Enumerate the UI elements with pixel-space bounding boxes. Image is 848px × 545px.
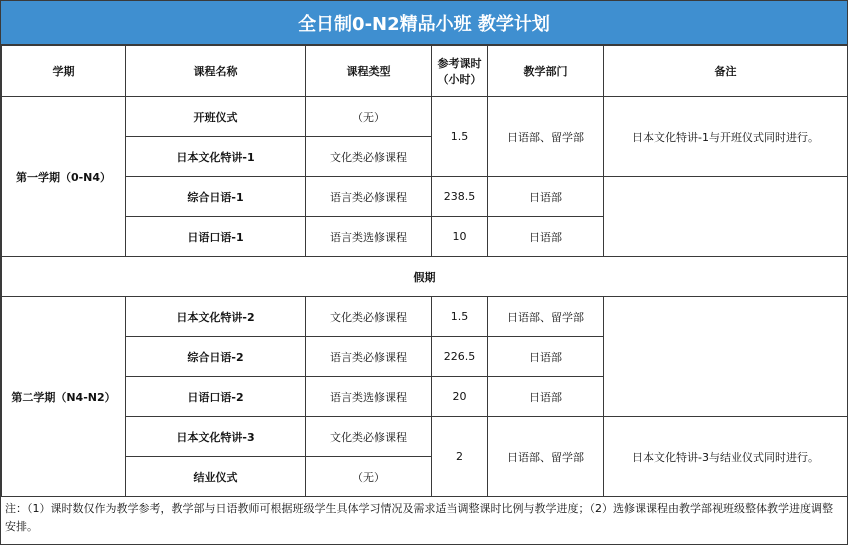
- dept-cell: 日语部、留学部: [488, 297, 604, 337]
- dept-cell: 日语部: [488, 377, 604, 417]
- course-cell: 结业仪式: [126, 457, 306, 497]
- term2-label: 第二学期（N4-N2）: [2, 297, 126, 497]
- dept-cell: 日语部: [488, 217, 604, 257]
- holiday-label: 假期: [2, 257, 848, 297]
- type-cell: 文化类必修课程: [306, 297, 432, 337]
- dept-cell: 日语部、留学部: [488, 97, 604, 177]
- type-cell: （无）: [306, 457, 432, 497]
- type-cell: （无）: [306, 97, 432, 137]
- course-cell: 日语口语-1: [126, 217, 306, 257]
- curriculum-table: [1, 45, 848, 497]
- type-cell: 语言类选修课程: [306, 217, 432, 257]
- term1-label: 第一学期（0-N4）: [2, 97, 126, 257]
- table-row: [2, 97, 848, 137]
- header-type: 课程类型: [306, 46, 432, 97]
- dept-cell: 日语部: [488, 337, 604, 377]
- header-dept: 教学部门: [488, 46, 604, 97]
- header-hours-line2: （小时）: [437, 73, 482, 86]
- table-row: [2, 417, 848, 457]
- hours-cell: 20: [432, 377, 488, 417]
- hours-cell: 238.5: [432, 177, 488, 217]
- table-row: [2, 177, 848, 217]
- course-cell: 日本文化特讲-1: [126, 137, 306, 177]
- type-cell: 文化类必修课程: [306, 137, 432, 177]
- page-title: 全日制0-N2精品小班 教学计划: [1, 1, 847, 45]
- holiday-row: [2, 257, 848, 297]
- type-cell: 文化类必修课程: [306, 417, 432, 457]
- course-cell: 开班仪式: [126, 97, 306, 137]
- remark-cell: 日本文化特讲-1与开班仪式同时进行。: [604, 97, 848, 177]
- dept-cell: 日语部: [488, 177, 604, 217]
- header-term: 学期: [2, 46, 126, 97]
- type-cell: 语言类选修课程: [306, 377, 432, 417]
- course-cell: 综合日语-1: [126, 177, 306, 217]
- course-cell: 日语口语-2: [126, 377, 306, 417]
- course-cell: 日本文化特讲-3: [126, 417, 306, 457]
- type-cell: 语言类必修课程: [306, 177, 432, 217]
- hours-cell: 1.5: [432, 297, 488, 337]
- hours-cell: 1.5: [432, 97, 488, 177]
- table-row: [2, 297, 848, 337]
- footer-note: 注：（1）课时数仅作为教学参考，教学部与日语教师可根据班级学生具体学习情况及需求适当调整课时比例与教学进度；（2）选修课课程由教学部视班级整体教学进度调整安排。: [5, 502, 833, 533]
- header-hours: [432, 46, 488, 97]
- remark-cell: 日本文化特讲-3与结业仪式同时进行。: [604, 417, 848, 497]
- remark-cell-empty: [604, 297, 848, 417]
- hours-cell: 10: [432, 217, 488, 257]
- course-cell: 综合日语-2: [126, 337, 306, 377]
- hours-cell: 2: [432, 417, 488, 497]
- course-cell: 日本文化特讲-2: [126, 297, 306, 337]
- remark-cell-empty: [604, 177, 848, 257]
- header-hours-line1: 参考课时: [437, 57, 482, 70]
- type-cell: 语言类必修课程: [306, 337, 432, 377]
- hours-cell: 226.5: [432, 337, 488, 377]
- dept-cell: 日语部、留学部: [488, 417, 604, 497]
- table-header-row: [2, 46, 848, 97]
- header-remark: 备注: [604, 46, 848, 97]
- header-course: 课程名称: [126, 46, 306, 97]
